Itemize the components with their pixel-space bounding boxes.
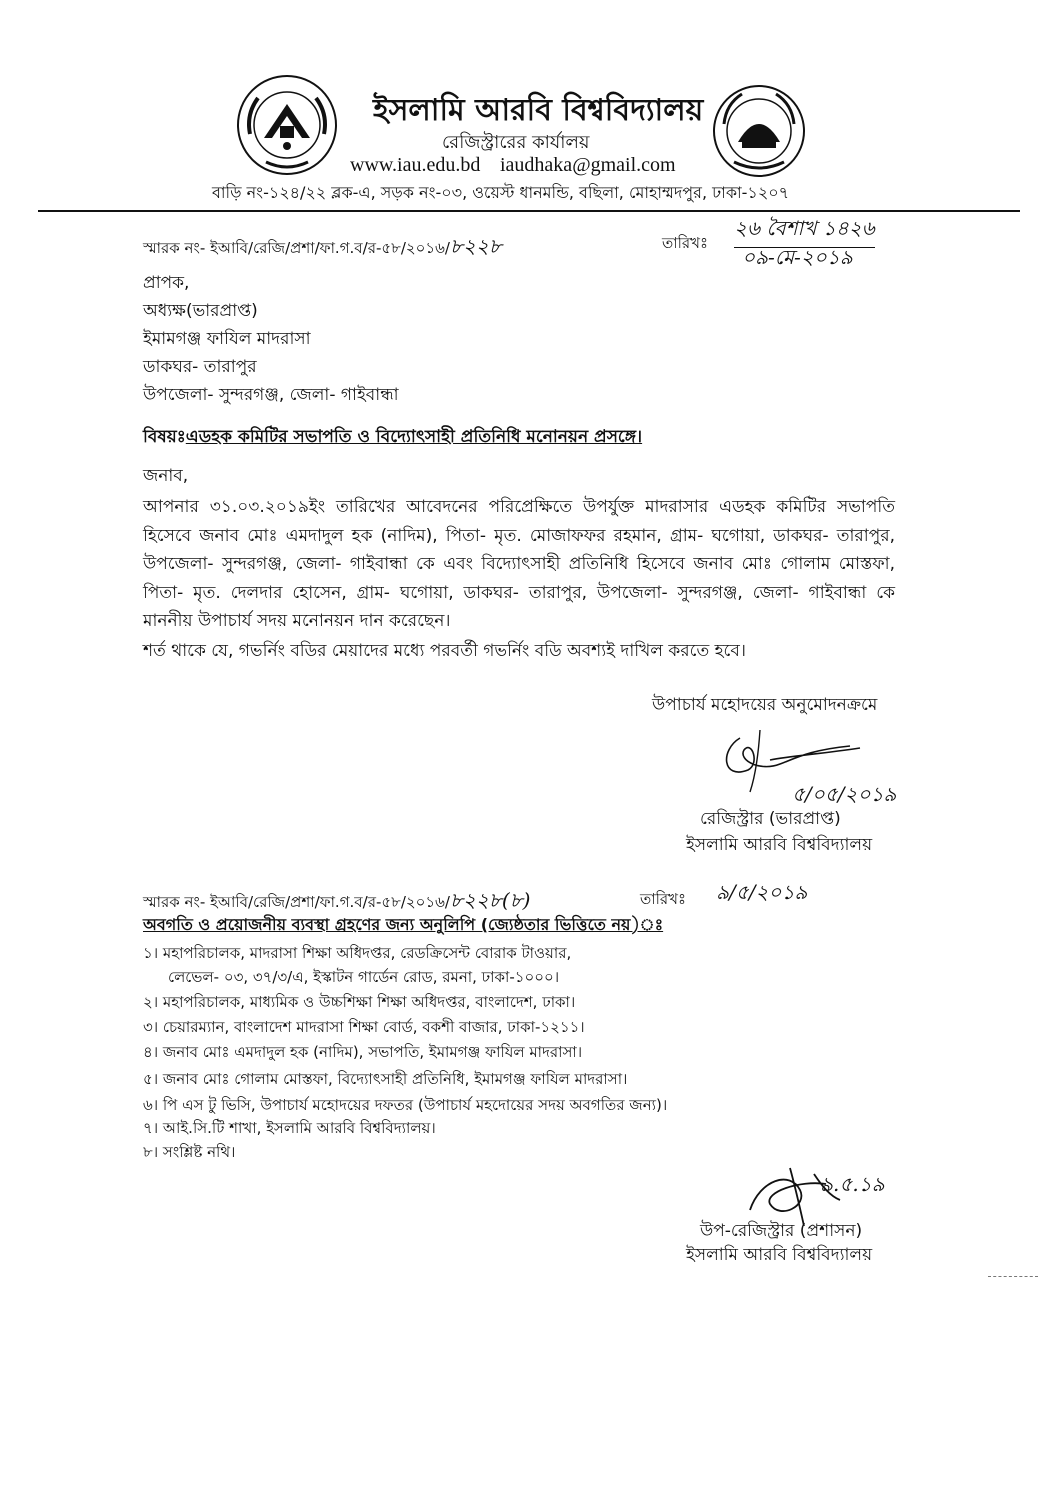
recipient-line: ইমামগঞ্জ ফাযিল মাদরাসা: [143, 329, 311, 349]
recipient-line: ডাকঘর- তারাপুর: [143, 357, 257, 377]
registrar-signature-date: ৫/০৫/২০১৯: [792, 782, 897, 806]
salutation: জনাব,: [143, 466, 189, 486]
memo-ref-handwritten: ৮২২৮: [449, 234, 502, 258]
copy-list-item: ৭। আই.সি.টি শাখা, ইসলামি আরবি বিশ্ববিদ্যালয়।: [143, 1119, 436, 1137]
copy-list-item: ৫। জনাব মোঃ গোলাম মোস্তফা, বিদ্যোৎসাহী প্রতিনিধি, ইমামগঞ্জ ফাযিল মাদরাসা।: [143, 1070, 628, 1088]
copy-date-label: তারিখঃ: [640, 890, 686, 908]
copy-list-item: ৬। পি এস টু ভিসি, উপাচার্য মহোদয়ের দফতর (উপাচার্য মহদোয়ের সদয় অবগতির জন্য)।: [143, 1096, 668, 1114]
registrar-office: রেজিস্ট্রারের কার্যালয়: [442, 132, 590, 153]
copy-date-handwritten: ৯/৫/২০১৯: [716, 880, 808, 904]
subject-line: [143, 424, 642, 452]
condition-paragraph: শর্ত থাকে যে, গভর্নিং বডির মেয়াদের মধ্যে পরবর্তী গভর্নিং বডি অবশ্যই দাখিল করতে হবে।: [143, 641, 746, 661]
memo-ref-printed: স্মারক নং- ইআবি/রেজি/প্রশা/ফা.গ.ব/র-৫৮/২০১৬/: [143, 239, 450, 257]
recipient-line: অধ্যক্ষ(ভারপ্রাপ্ত): [143, 301, 258, 321]
recipient-label: প্রাপক,: [143, 273, 190, 293]
subject-label: বিষয়ঃ: [143, 427, 186, 447]
deputy-registrar-title: উপ-রেজিস্ট্রার (প্রশাসন): [700, 1221, 863, 1241]
university-name: ইসলামি আরবি বিশ্ববিদ্যালয়: [373, 93, 704, 128]
deputy-registrar-org: ইসলামি আরবি বিশ্ববিদ্যালয়: [686, 1245, 873, 1265]
deputy-registrar-signature-date: ৯.৫.১৯: [820, 1172, 885, 1196]
email-link[interactable]: iaudhaka@gmail.com: [500, 154, 676, 176]
university-logo-left: [236, 74, 338, 176]
copy-list-item: ১। মহাপরিচালক, মাদরাসা শিক্ষা অধিদপ্তর, রেডক্রিসেন্ট বোরাক টাওয়ার,: [143, 944, 572, 962]
copy-list-item: ৩। চেয়ারম্যান, বাংলাদেশ মাদরাসা শিক্ষা বোর্ড, বকশী বাজার, ঢাকা-১২১১।: [143, 1018, 585, 1036]
university-seal-right: [712, 84, 806, 178]
margin-mark: [988, 1276, 1038, 1277]
copy-heading: অবগতি ও প্রয়োজনীয় ব্যবস্থা গ্রহণের জন্য অনুলিপি (জ্যেষ্ঠতার ভিত্তিতে নয়)ঃ: [143, 915, 664, 934]
recipient-line: উপজেলা- সুন্দরগঞ্জ, জেলা- গাইবান্ধা: [143, 385, 399, 405]
registrar-org: ইসলামি আরবি বিশ্ববিদ্যালয়: [686, 835, 873, 855]
memo-date-english: ০৯-মে-২০১৯: [742, 245, 853, 269]
copy-ref-handwritten: ৮২২৮(৮): [449, 888, 531, 912]
header-divider: [38, 210, 1020, 212]
approval-note: উপাচার্য মহোদয়ের অনুমোদনক্রমে: [652, 695, 878, 715]
copy-list-item: ২। মহাপরিচালক, মাধ্যমিক ও উচ্চশিক্ষা শিক্ষা অধিদপ্তর, বাংলাদেশ, ঢাকা।: [143, 993, 576, 1011]
copy-list-item: লেভেল- ০৩, ৩৭/৩/এ, ইস্কাটন গার্ডেন রোড, রমনা, ঢাকা-১০০০।: [168, 968, 560, 986]
university-address: বাড়ি নং-১২৪/২২ ব্লক-এ, সড়ক নং-০৩, ওয়েস্ট ধানমন্ডি, বছিলা, মোহাম্মদপুর, ঢাকা-১২০৭: [212, 183, 790, 202]
subject-text: এডহক কমিটির সভাপতি ও বিদ্যোৎসাহী প্রতিনিধি মনোনয়ন প্রসঙ্গে।: [185, 427, 643, 447]
memo-ref: [143, 232, 502, 265]
body-paragraph: আপনার ৩১.০৩.২০১৯ইং তারিখের আবেদনের পরিপ্রেক্ষিতে উপর্যুক্ত মাদরাসার এডহক কমিটির সভাপতি হিসেবে জনাব মোঃ এমদাদুল হক (নাদিম), পিতা- মৃত. মোজাফফর রহমান, গ্রাম- ঘগোয়া, ডাকঘর- তারাপুর, উপজেলা- সুন্দরগঞ্জ, জেলা- গাইবান্ধা কে এবং বিদ্যোৎসাহী প্রতিনিধি হিসেবে জনাব মোঃ গোলাম মোস্তফা, পিতা- মৃত. দেলদার হোসেন, গ্রাম- ঘগোয়া, ডাকঘর- তারাপুর, উপজেলা- সুন্দরগঞ্জ, জেলা- গাইবান্ধা কে মাননীয় উপাচার্য সদয় মনোনয়ন দান করেছেন।: [143, 497, 895, 631]
copy-list-item: ৮। সংশ্লিষ্ট নথি।: [143, 1143, 236, 1161]
copy-ref-printed: স্মারক নং- ইআবি/রেজি/প্রশা/ফা.গ.ব/র-৫৮/২০১৬/: [143, 893, 450, 911]
memo-date-label: তারিখঃ: [662, 234, 708, 252]
memo-date-bangla: ২৬ বৈশাখ ১৪২৬: [734, 214, 875, 248]
website-link[interactable]: www.iau.edu.bd: [350, 154, 481, 176]
registrar-title: রেজিস্ট্রার (ভারপ্রাপ্ত): [700, 809, 841, 829]
copy-list-item: ৪। জনাব মোঃ এমদাদুল হক (নাদিম), সভাপতি, ইমামগঞ্জ ফাযিল মাদরাসা।: [143, 1043, 583, 1061]
